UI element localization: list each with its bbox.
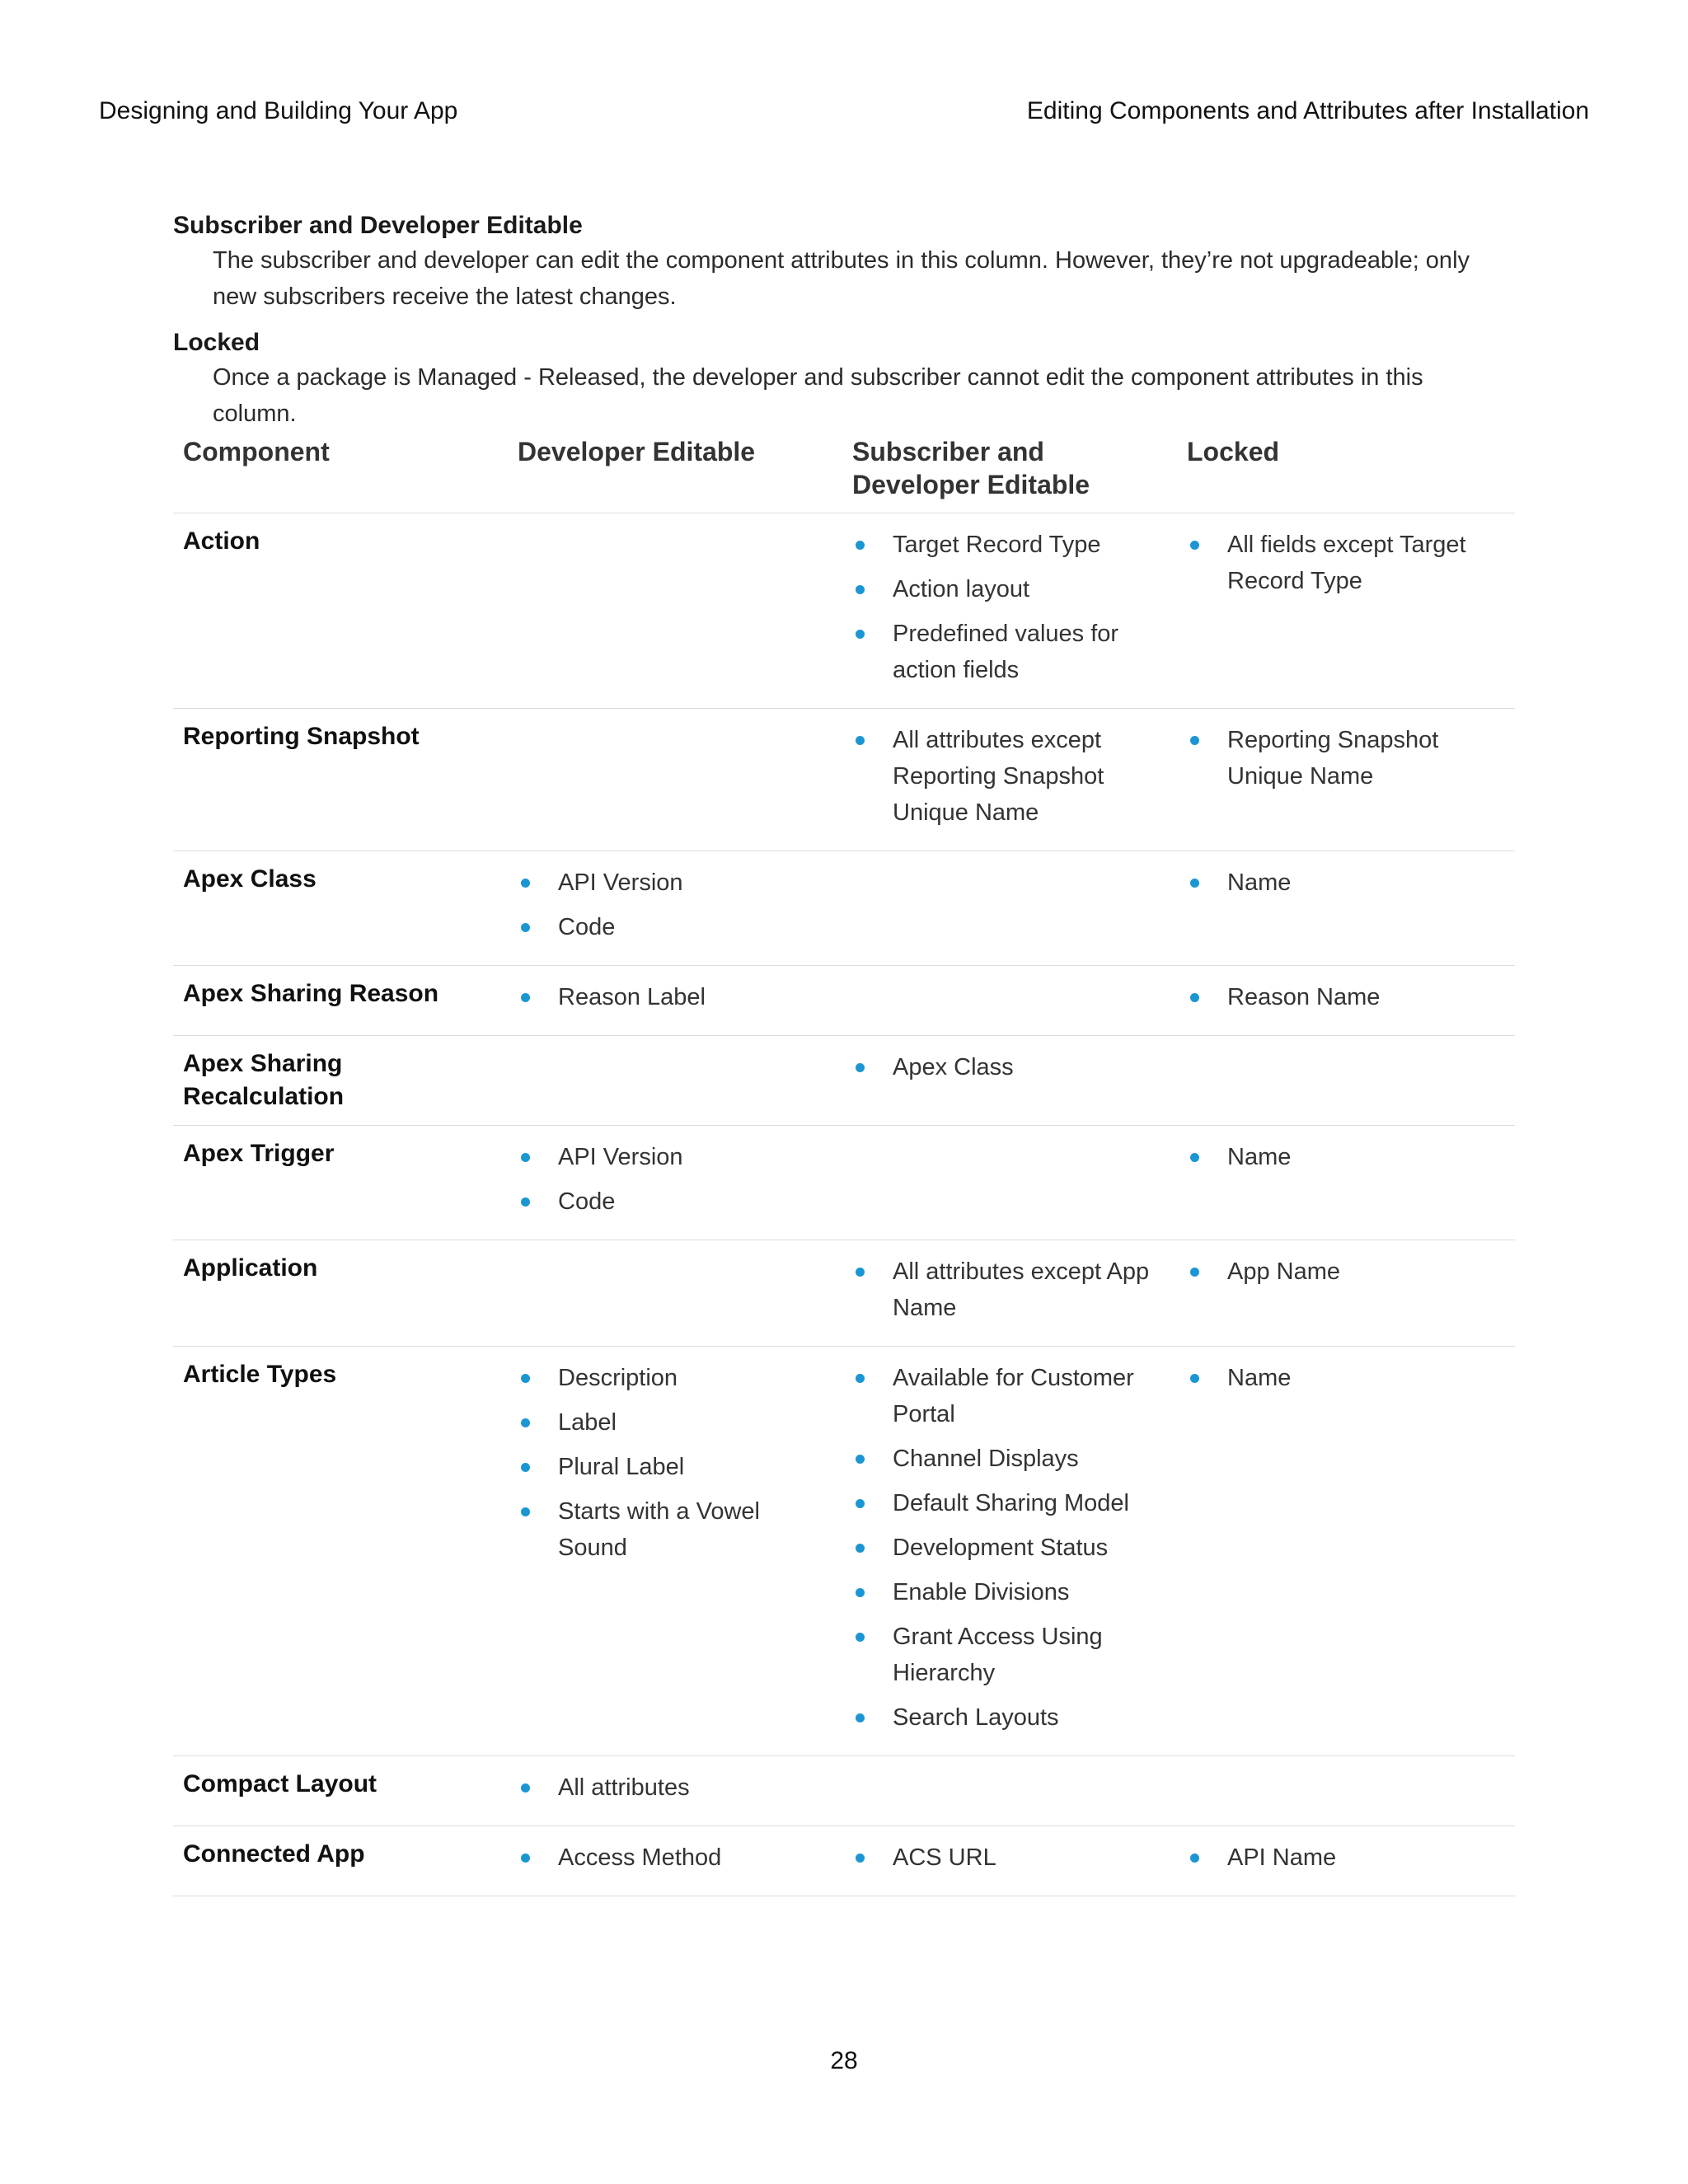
list-item: Name xyxy=(1187,1360,1505,1396)
list-item: API Version xyxy=(518,865,832,901)
table-body xyxy=(173,513,1515,1896)
list-item: Enable Divisions xyxy=(852,1574,1167,1610)
page-number: 28 xyxy=(830,2047,858,2074)
table-row xyxy=(173,1036,1515,1126)
list-item: Plural Label xyxy=(518,1449,832,1485)
list-item: API Version xyxy=(518,1139,832,1175)
bullet-list xyxy=(518,1139,832,1220)
bullet-list xyxy=(518,1840,832,1876)
list-item: Code xyxy=(518,909,832,945)
developer-editable-cell xyxy=(508,1240,842,1347)
table-row xyxy=(173,1826,1515,1896)
bullet-list xyxy=(1187,1360,1505,1396)
component-name: Compact Layout xyxy=(173,1756,508,1826)
list-item: Grant Access Using Hierarchy xyxy=(852,1619,1167,1691)
subscriber-developer-editable-cell xyxy=(842,851,1177,966)
component-name: Action xyxy=(173,513,508,709)
component-name: Apex Class xyxy=(173,851,508,966)
table-header-row xyxy=(173,435,1515,513)
developer-editable-cell xyxy=(508,1126,842,1240)
subscriber-developer-editable-cell xyxy=(842,966,1177,1036)
component-name: Apex Trigger xyxy=(173,1126,508,1240)
bullet-list xyxy=(1187,979,1505,1015)
bullet-list xyxy=(1187,1139,1505,1175)
component-name: Connected App xyxy=(173,1826,508,1896)
locked-cell xyxy=(1177,1756,1515,1826)
subscriber-developer-editable-cell xyxy=(842,709,1177,851)
header-section-title: Designing and Building Your App xyxy=(99,97,458,124)
developer-editable-cell xyxy=(508,1347,842,1756)
list-item: ACS URL xyxy=(852,1840,1167,1876)
definition-text: The subscriber and developer can edit the component attributes in this column. However, they’re not upgradeable; only new subscribers receive the latest changes. xyxy=(213,247,1470,310)
table-row xyxy=(173,513,1515,709)
developer-editable-cell xyxy=(508,1036,842,1126)
bullet-list xyxy=(518,1769,832,1806)
list-item: Available for Customer Portal xyxy=(852,1360,1167,1432)
table-row xyxy=(173,1347,1515,1756)
list-item: Code xyxy=(518,1183,832,1220)
list-item: Reason Label xyxy=(518,979,832,1015)
developer-editable-cell xyxy=(508,1756,842,1826)
developer-editable-cell xyxy=(508,851,842,966)
table-row xyxy=(173,709,1515,851)
list-item: Development Status xyxy=(852,1530,1167,1566)
list-item: API Name xyxy=(1187,1840,1505,1876)
bullet-list xyxy=(852,1049,1167,1085)
locked-cell xyxy=(1177,966,1515,1036)
list-item: App Name xyxy=(1187,1254,1505,1290)
developer-editable-cell xyxy=(508,709,842,851)
list-item: Access Method xyxy=(518,1840,832,1876)
developer-editable-cell xyxy=(508,966,842,1036)
subscriber-developer-editable-cell xyxy=(842,513,1177,709)
component-name: Reporting Snapshot xyxy=(173,709,508,851)
bullet-list xyxy=(518,979,832,1015)
list-item: Predefined values for action fields xyxy=(852,616,1167,688)
table-row xyxy=(173,1756,1515,1826)
locked-cell xyxy=(1177,709,1515,851)
locked-cell xyxy=(1177,1036,1515,1126)
bullet-list xyxy=(1187,1254,1505,1290)
bullet-list xyxy=(852,1840,1167,1876)
bullet-list xyxy=(1187,1840,1505,1876)
column-header-developer-editable: Developer Editable xyxy=(508,435,842,513)
locked-cell xyxy=(1177,1126,1515,1240)
bullet-list xyxy=(518,865,832,945)
list-item: Name xyxy=(1187,865,1505,901)
subscriber-developer-editable-cell xyxy=(842,1756,1177,1826)
component-name: Application xyxy=(173,1240,508,1347)
bullet-list xyxy=(852,527,1167,688)
header-topic-title: Editing Components and Attributes after Installation xyxy=(1026,97,1589,124)
component-name: Apex Sharing Reason xyxy=(173,966,508,1036)
column-header-component: Component xyxy=(173,435,508,513)
developer-editable-cell xyxy=(508,1826,842,1896)
list-item: Label xyxy=(518,1404,832,1441)
list-item: Default Sharing Model xyxy=(852,1485,1167,1521)
locked-cell xyxy=(1177,851,1515,966)
locked-cell xyxy=(1177,1240,1515,1347)
table-row xyxy=(173,966,1515,1036)
subscriber-developer-editable-cell xyxy=(842,1036,1177,1126)
list-item: Search Layouts xyxy=(852,1699,1167,1736)
definition-list xyxy=(173,209,1515,443)
component-name: Article Types xyxy=(173,1347,508,1756)
column-header-subscriber-developer-editable: Subscriber and Developer Editable xyxy=(842,435,1177,513)
table-row xyxy=(173,851,1515,966)
locked-cell xyxy=(1177,1826,1515,1896)
bullet-list xyxy=(1187,722,1505,794)
definition-term: Subscriber and Developer Editable xyxy=(173,212,583,239)
subscriber-developer-editable-cell xyxy=(842,1126,1177,1240)
list-item: Channel Displays xyxy=(852,1441,1167,1477)
list-item: Name xyxy=(1187,1139,1505,1175)
bullet-list xyxy=(852,1360,1167,1736)
bullet-list xyxy=(1187,865,1505,901)
locked-cell xyxy=(1177,1347,1515,1756)
column-header-locked: Locked xyxy=(1177,435,1515,513)
list-item: All attributes xyxy=(518,1769,832,1806)
list-item: Apex Class xyxy=(852,1049,1167,1085)
subscriber-developer-editable-cell xyxy=(842,1240,1177,1347)
list-item: All attributes except Reporting Snapshot Unique Name xyxy=(852,722,1167,831)
list-item: All fields except Target Record Type xyxy=(1187,527,1505,599)
list-item: Reporting Snapshot Unique Name xyxy=(1187,722,1505,794)
component-name: Apex Sharing Recalculation xyxy=(173,1036,508,1126)
subscriber-developer-editable-cell xyxy=(842,1826,1177,1896)
list-item: All attributes except App Name xyxy=(852,1254,1167,1326)
table-row xyxy=(173,1240,1515,1347)
bullet-list xyxy=(518,1360,832,1566)
list-item: Reason Name xyxy=(1187,979,1505,1015)
bullet-list xyxy=(852,722,1167,831)
bullet-list xyxy=(1187,527,1505,599)
list-item: Target Record Type xyxy=(852,527,1167,563)
running-header xyxy=(99,97,1589,134)
definition-term: Locked xyxy=(173,329,260,356)
definition-text: Once a package is Managed - Released, the developer and subscriber cannot edit the component attributes in this column. xyxy=(213,364,1423,427)
bullet-list xyxy=(852,1254,1167,1326)
component-attributes-table xyxy=(173,435,1515,1896)
list-item: Description xyxy=(518,1360,832,1396)
developer-editable-cell xyxy=(508,513,842,709)
list-item: Action layout xyxy=(852,571,1167,607)
table-row xyxy=(173,1126,1515,1240)
list-item: Starts with a Vowel Sound xyxy=(518,1493,832,1566)
locked-cell xyxy=(1177,513,1515,709)
subscriber-developer-editable-cell xyxy=(842,1347,1177,1756)
